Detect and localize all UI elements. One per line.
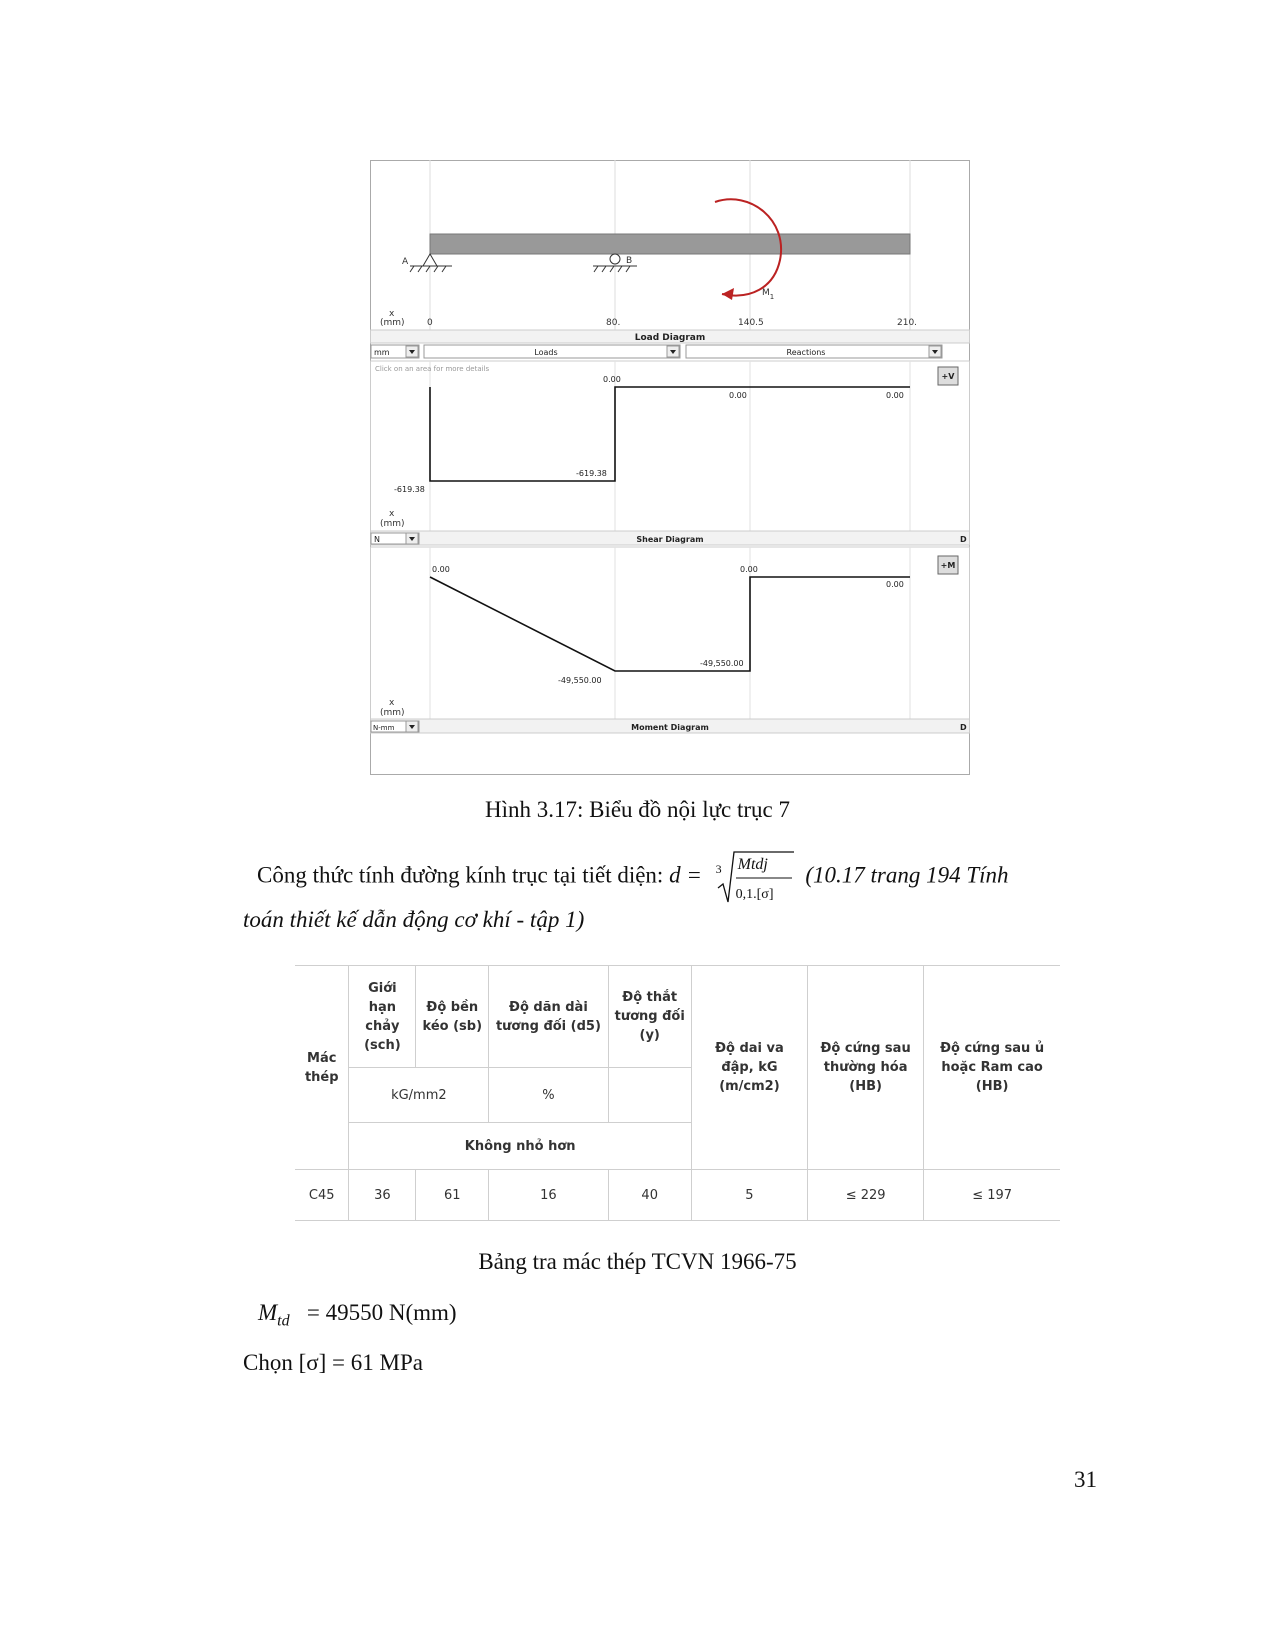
position-label: 210. [897, 318, 918, 328]
table-cell: 5 [691, 1170, 807, 1221]
support-a-label: A [402, 257, 409, 267]
shear-value: -619.38 [576, 469, 607, 478]
table-header-reduction: Độ thắt tương đối (y) [608, 966, 691, 1068]
position-label: 140.5 [738, 318, 764, 328]
mtd-subscript: td [277, 1312, 290, 1330]
moment-value: 0.00 [740, 565, 758, 574]
root-index: 3 [715, 862, 722, 876]
shear-diagram-panel[interactable] [371, 361, 970, 545]
moment-value: -49,550.00 [558, 676, 602, 685]
table-header-elongation: Độ dãn dài tương đối (d5) [489, 966, 608, 1068]
moment-value: -49,550.00 [700, 659, 744, 668]
table-header-tensile: Độ bền kéo (sb) [416, 966, 489, 1068]
shear-diagram-title: Shear Diagram [636, 535, 704, 544]
moment-corner-button[interactable]: D [960, 723, 967, 732]
table-unit-percent: % [489, 1068, 608, 1123]
shear-toggle-button[interactable] [938, 367, 958, 385]
position-label: 80. [606, 318, 621, 328]
formula-reference: (10.17 trang 194 Tính [805, 862, 1009, 888]
table-unit-kg: kG/mm2 [349, 1068, 489, 1123]
position-label: 0 [427, 318, 433, 328]
steel-grade-table [295, 965, 1060, 1221]
shaft-beam [430, 234, 910, 254]
shear-value: -619.38 [394, 485, 425, 494]
shear-axis-x: x [389, 509, 395, 519]
svg-text:Reactions: Reactions [786, 348, 826, 357]
moment-axis-unit: (mm) [380, 708, 405, 718]
shear-value: 0.00 [603, 375, 621, 384]
figure-caption: Hình 3.17: Biểu đồ nội lực trục 7 [484, 797, 791, 822]
table-header-impact: Độ dai va đập, kG (m/cm2) [691, 966, 807, 1170]
svg-text:mm: mm [374, 348, 390, 357]
svg-text:+V: +V [941, 372, 955, 381]
shear-value: 0.00 [729, 391, 747, 400]
reactions-select[interactable] [686, 345, 942, 358]
table-cell: 40 [608, 1170, 691, 1221]
choose-stress-line: Chọn [σ] = 61 MPa [243, 1350, 423, 1375]
shear-value: 0.00 [886, 391, 904, 400]
moment-diagram-title: Moment Diagram [631, 723, 709, 732]
formula-paragraph [257, 848, 1097, 906]
load-axis-unit: (mm) [380, 318, 405, 328]
table-cell: 36 [349, 1170, 416, 1221]
table-header-hardness-annealed: Độ cứng sau ủ hoặc Ram cao (HB) [924, 966, 1060, 1170]
formula-lhs: d = [669, 862, 702, 888]
svg-text:Loads: Loads [534, 348, 558, 357]
table-unit-empty [608, 1068, 691, 1123]
mtd-line [258, 1298, 457, 1337]
table-cell: ≤ 229 [808, 1170, 924, 1221]
moment-unit-select[interactable] [371, 721, 419, 732]
cube-root-formula [714, 848, 794, 906]
table-caption: Bảng tra mác thép TCVN 1966-75 [478, 1249, 797, 1274]
table-cell: ≤ 197 [924, 1170, 1060, 1221]
moment-value: 0.00 [886, 580, 904, 589]
internal-force-figure [370, 160, 970, 775]
table-header-hardness-normalized: Độ cứng sau thường hóa (HB) [808, 966, 924, 1170]
svg-text:N-mm: N-mm [373, 724, 395, 732]
formula-denominator: 0,1.[σ] [735, 887, 774, 902]
unit-select[interactable] [371, 345, 419, 358]
page-number: 31 [1074, 1467, 1097, 1492]
table-cell-grade: C45 [295, 1170, 349, 1221]
mtd-value: = 49550 N(mm) [306, 1300, 457, 1325]
shear-axis-unit: (mm) [380, 519, 405, 529]
load-diagram-title: Load Diagram [634, 333, 706, 343]
formula-reference-cont: toán thiết kế dẫn động cơ khí - tập 1) [243, 907, 585, 932]
moment-value: 0.00 [432, 565, 450, 574]
shear-corner-button[interactable]: D [960, 535, 967, 544]
formula-lead-text: Công thức tính đường kính trục tại tiết diện: [257, 862, 664, 888]
support-b-label: B [626, 256, 633, 266]
force-unit-select[interactable] [371, 533, 419, 544]
svg-text:N: N [374, 535, 380, 544]
shear-hint: Click on an area for more details [375, 365, 490, 373]
formula-numerator: Mtdj [737, 856, 768, 873]
moment-axis-x: x [389, 698, 395, 708]
svg-text:+M: +M [940, 561, 956, 570]
mtd-symbol: M [258, 1300, 278, 1325]
table-header-grade: Mác thép [295, 966, 349, 1170]
load-axis-x: x [389, 309, 395, 319]
table-row [295, 1170, 1060, 1221]
moment-toggle-button[interactable] [938, 556, 958, 574]
loads-select[interactable] [424, 345, 680, 358]
table-not-less-than: Không nhỏ hơn [349, 1123, 691, 1170]
table-cell: 16 [489, 1170, 608, 1221]
table-cell: 61 [416, 1170, 489, 1221]
beam-analysis-diagram [370, 160, 970, 775]
moment-diagram-panel[interactable] [371, 547, 970, 733]
moment-m1-label: $M_1$ [762, 288, 775, 301]
table-header-yield: Giới hạn chảy (sch) [349, 966, 416, 1068]
